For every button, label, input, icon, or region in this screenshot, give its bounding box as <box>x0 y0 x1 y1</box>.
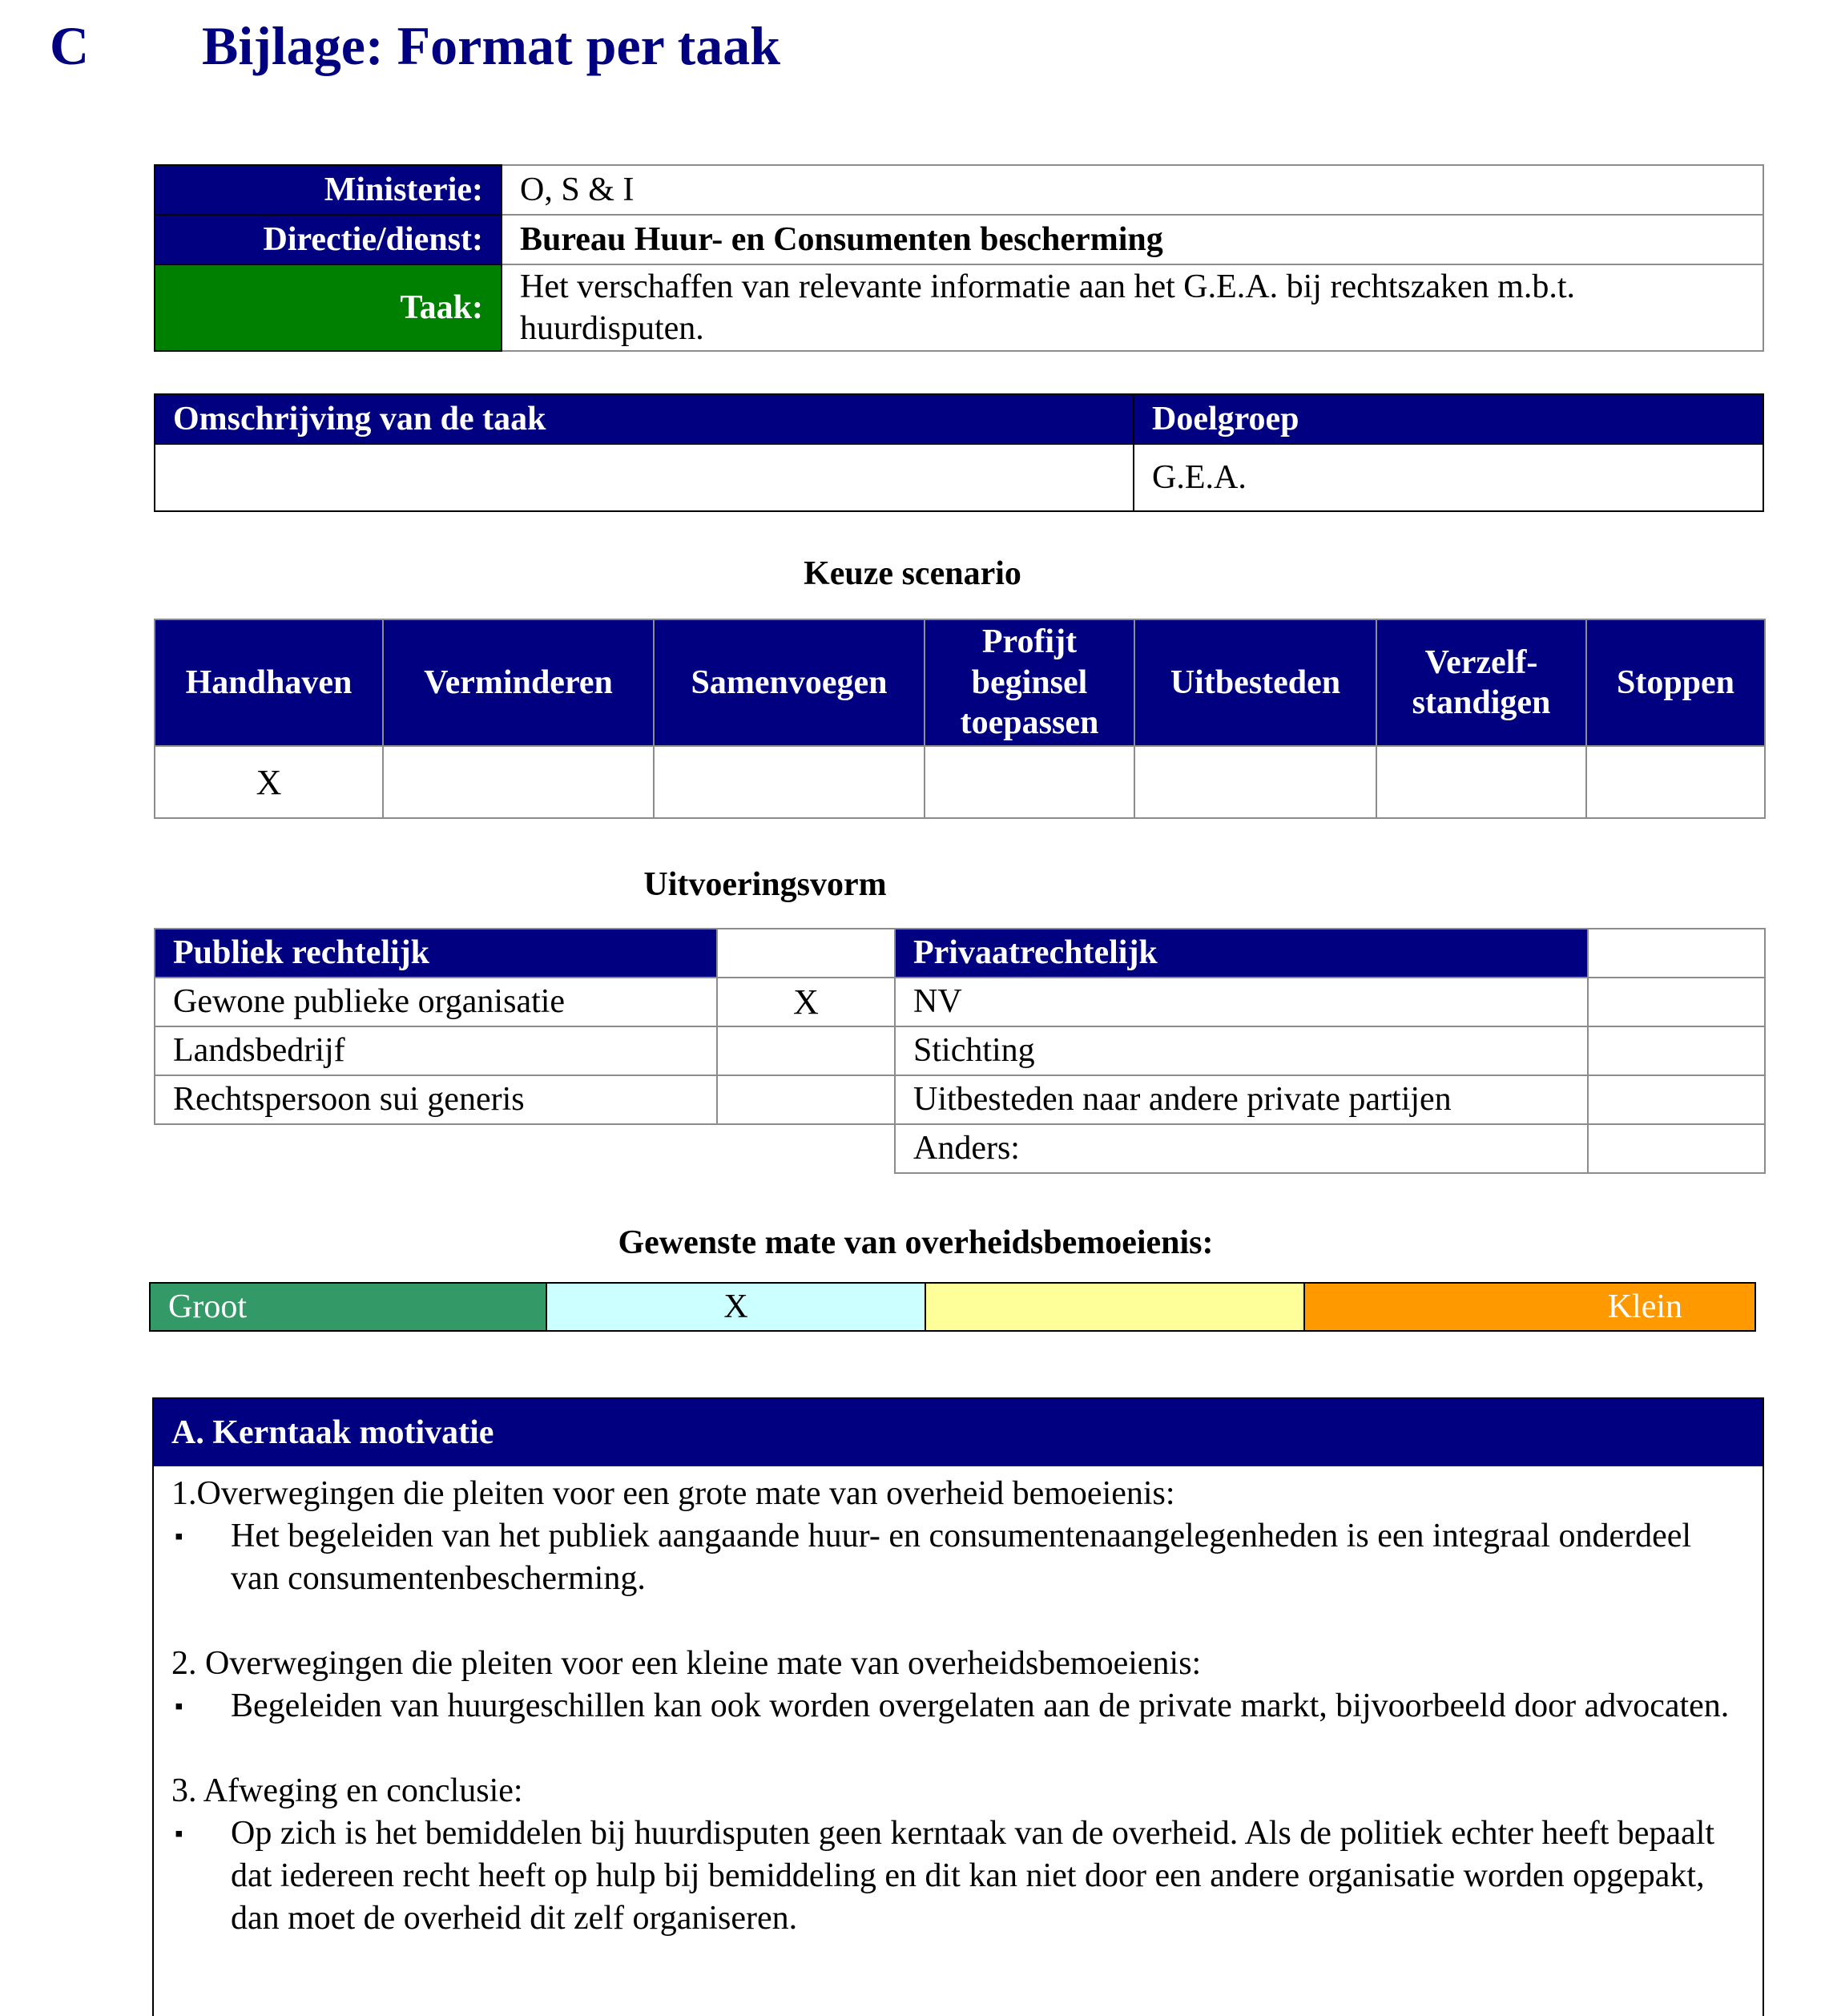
scenario-mark-verminderen <box>383 746 654 818</box>
motivation-heading: 1.Overwegingen die pleiten voor een grote mate van overheid bemoeienis: <box>171 1475 1175 1512</box>
scale-segment-klein: Klein <box>1303 1284 1754 1330</box>
privaat-row-mark <box>1588 978 1765 1026</box>
privaat-row-mark <box>1588 1075 1765 1124</box>
taak-value: Het verschaffen van relevante informatie aan het G.E.A. bij rechtszaken m.b.t. huurdisputen. <box>502 264 1763 351</box>
publiek-row-mark <box>717 1075 895 1124</box>
directie-label: Directie/dienst: <box>155 215 502 264</box>
doelgroep-header: Doelgroep <box>1134 394 1763 444</box>
motivation-bullet <box>171 1812 1745 1940</box>
bemoeienis-title: Gewenste mate van overheidsbemoeienis: <box>618 1224 1214 1261</box>
scenario-col-profijt: Profijt beginsel toepassen <box>925 619 1134 746</box>
publiek-header-mark <box>717 929 895 978</box>
privaat-row-mark <box>1588 1026 1765 1075</box>
scenario-col-verminderen: Verminderen <box>383 619 654 746</box>
appendix-letter: C <box>50 15 90 76</box>
motivation-heading: 3. Afweging en conclusie: <box>171 1772 523 1809</box>
scenario-col-verzelfstandigen: Verzelf- standigen <box>1376 619 1586 746</box>
motivation-bullet <box>171 1515 1745 1600</box>
scenario-title: Keuze scenario <box>804 555 1021 592</box>
privaat-row-mark <box>1588 1124 1765 1173</box>
scenario-mark-handhaven: X <box>155 746 383 818</box>
empty-cell <box>155 1124 717 1173</box>
info-table <box>154 164 1764 352</box>
omschrijving-table <box>154 393 1764 512</box>
omschrijving-header: Omschrijving van de taak <box>155 394 1134 444</box>
scenario-table <box>154 619 1766 819</box>
bullet-text: Het begeleiden van het publiek aangaande huur- en consumentenaangelegenheden is een integraal onderdeel van consumentenbescherming. <box>231 1518 1692 1597</box>
kerntaak-body <box>154 1466 1763 1940</box>
scenario-col-samenvoegen: Samenvoegen <box>654 619 925 746</box>
omschrijving-value <box>155 444 1134 511</box>
publiek-row-label: Gewone publieke organisatie <box>155 978 717 1026</box>
motivation-heading: 2. Overwegingen die pleiten voor een kleine mate van overheidsbemoeienis: <box>171 1645 1202 1682</box>
scenario-col-handhaven: Handhaven <box>155 619 383 746</box>
publiek-header: Publiek rechtelijk <box>155 929 717 978</box>
scenario-col-stoppen: Stoppen <box>1586 619 1765 746</box>
scale-segment-groot: Groot <box>151 1284 546 1330</box>
bullet-text: Begeleiden van huurgeschillen kan ook worden overgelaten aan de private markt, bijvoorbeeld door advocaten. <box>231 1687 1730 1724</box>
doelgroep-value: G.E.A. <box>1134 444 1763 511</box>
kerntaak-box <box>152 1397 1764 2016</box>
privaat-row-label: Anders: <box>895 1124 1588 1173</box>
bullet-icon: ▪ <box>175 1693 183 1720</box>
publiek-row-mark <box>717 1026 895 1075</box>
scenario-mark-samenvoegen <box>654 746 925 818</box>
privaat-row-label: Uitbesteden naar andere private partijen <box>895 1075 1588 1124</box>
publiek-row-mark: X <box>717 978 895 1026</box>
bullet-icon: ▪ <box>175 1523 183 1550</box>
scenario-mark-verzelfstandigen <box>1376 746 1586 818</box>
privaat-row-label: NV <box>895 978 1588 1026</box>
privaat-header-mark <box>1588 929 1765 978</box>
bemoeienis-scale <box>149 1282 1756 1332</box>
empty-cell <box>717 1124 895 1173</box>
scale-segment-3 <box>925 1284 1303 1330</box>
taak-label: Taak: <box>155 264 502 351</box>
page-title: Bijlage: Format per taak <box>202 15 781 76</box>
uitvoeringsvorm-table <box>154 928 1766 1174</box>
ministerie-label: Ministerie: <box>155 165 502 215</box>
kerntaak-header: A. Kerntaak motivatie <box>154 1399 1763 1466</box>
privaat-header: Privaatrechtelijk <box>895 929 1588 978</box>
scenario-col-uitbesteden: Uitbesteden <box>1134 619 1376 746</box>
publiek-row-label: Landsbedrijf <box>155 1026 717 1075</box>
publiek-row-label: Rechtspersoon sui generis <box>155 1075 717 1124</box>
scenario-mark-stoppen <box>1586 746 1765 818</box>
privaat-row-label: Stichting <box>895 1026 1588 1075</box>
bullet-icon: ▪ <box>175 1820 183 1847</box>
scenario-mark-profijt <box>925 746 1134 818</box>
scale-segment-2: X <box>546 1284 925 1330</box>
directie-value: Bureau Huur- en Consumenten bescherming <box>502 215 1763 264</box>
motivation-bullet <box>171 1685 1745 1728</box>
uitvoeringsvorm-title: Uitvoeringsvorm <box>643 866 887 903</box>
scenario-mark-uitbesteden <box>1134 746 1376 818</box>
bullet-text: Op zich is het bemiddelen bij huurdisputen geen kerntaak van de overheid. Als de politiek echter heeft bepaalt dat iedereen recht heeft op hulp bij bemiddeling en dit kan niet door een andere organisatie worden opgepakt, dan moet de overheid dit zelf organiseren. <box>231 1815 1715 1937</box>
ministerie-value: O, S & I <box>502 165 1763 215</box>
